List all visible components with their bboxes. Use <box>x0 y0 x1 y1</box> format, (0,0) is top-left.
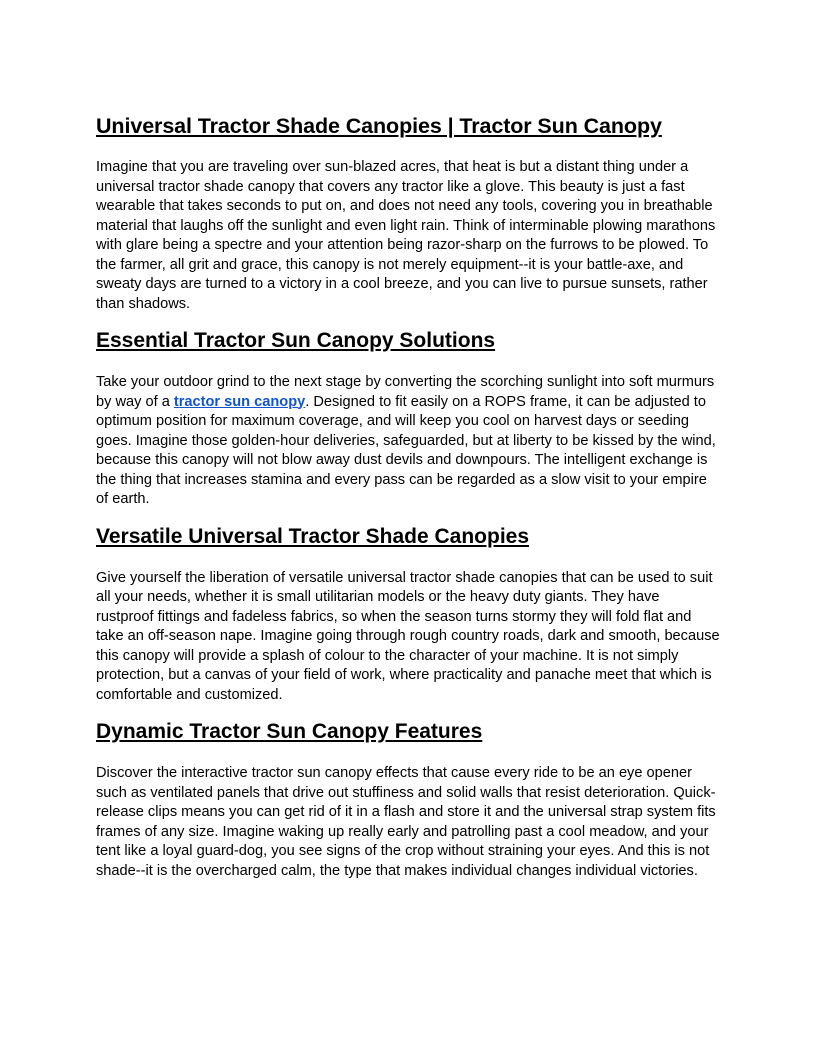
section-paragraph-versatile: Give yourself the liberation of versatile universal tractor shade canopies that can be used to suit all your needs, whether it is small utilitarian models or the heavy duty giants. They have rustproof fittings and fadeless fabrics, so when the season turns stormy they will fold flat and take an off-season nape. Imagine going through rough country roads, dark and smooth, because this canopy will provide a splash of colour to the character of your machine. It is not simply protection, but a canvas of your field of work, where practicality and panache meet that which is comfortable and customized. <box>96 569 720 703</box>
section-paragraph-dynamic: Discover the interactive tractor sun canopy effects that cause every ride to be an eye opener such as ventilated panels that drive out stuffiness and solid walls that resist deterioration. Quick-release clips means you can get rid of it in a flash and store it and the universal strap system fits frames of any size. Imagine waking up really early and patrolling past a cool meadow, and your tent like a loyal guard-dog, you see signs of the crop without straining your eyes. And this is not shade--it is the overcharged calm, the type that makes individual changes individual victories. <box>96 765 716 879</box>
paragraph-text-after-link: . Designed to fit easily on a ROPS frame, it can be adjusted to optimum position for maximum coverage, and will keep you cool on harvest days or seeding goes. Imagine those golden-hour deliveries, safeguarded, but at liberty to be kissed by the wind, because this canopy will not blow away dust devils and downpours. The intelligent exchange is the thing that increases stamina and every pass can be regarded as a slow visit to your empire of earth. <box>96 393 716 507</box>
document-page <box>96 112 720 894</box>
section-heading-versatile: Versatile Universal Tractor Shade Canopies <box>96 524 530 548</box>
page-title: Universal Tractor Shade Canopies | Tractor Sun Canopy <box>96 114 662 138</box>
paragraph-text-before-link: Take your outdoor grind to the next stage by converting the scorching sunlight into soft murmurs by way of a <box>96 374 715 410</box>
section-heading-dynamic: Dynamic Tractor Sun Canopy Features <box>96 720 483 743</box>
section-heading-essential: Essential Tractor Sun Canopy Solutions <box>96 329 496 352</box>
section-paragraph-essential <box>96 373 720 510</box>
tractor-sun-canopy-link[interactable]: tractor sun canopy <box>173 393 306 410</box>
intro-paragraph: Imagine that you are traveling over sun-blazed acres, that heat is but a distant thing under a universal tractor shade canopy that covers any tractor like a glove. This beauty is just a fast wearable that takes seconds to put on, and does not need any tools, covering you in breathable material that laughs off the sunlight and even light rain. Think of interminable plowing marathons with glare being a spectre and your attention being razor-sharp on the furrows to be plowed. To the farmer, all grit and grace, this canopy is not merely equipment--it is your battle-axe, and sweaty days are turned to a victory in a cool breeze, and you can live to pursue sunsets, rather than shadows. <box>96 159 716 312</box>
